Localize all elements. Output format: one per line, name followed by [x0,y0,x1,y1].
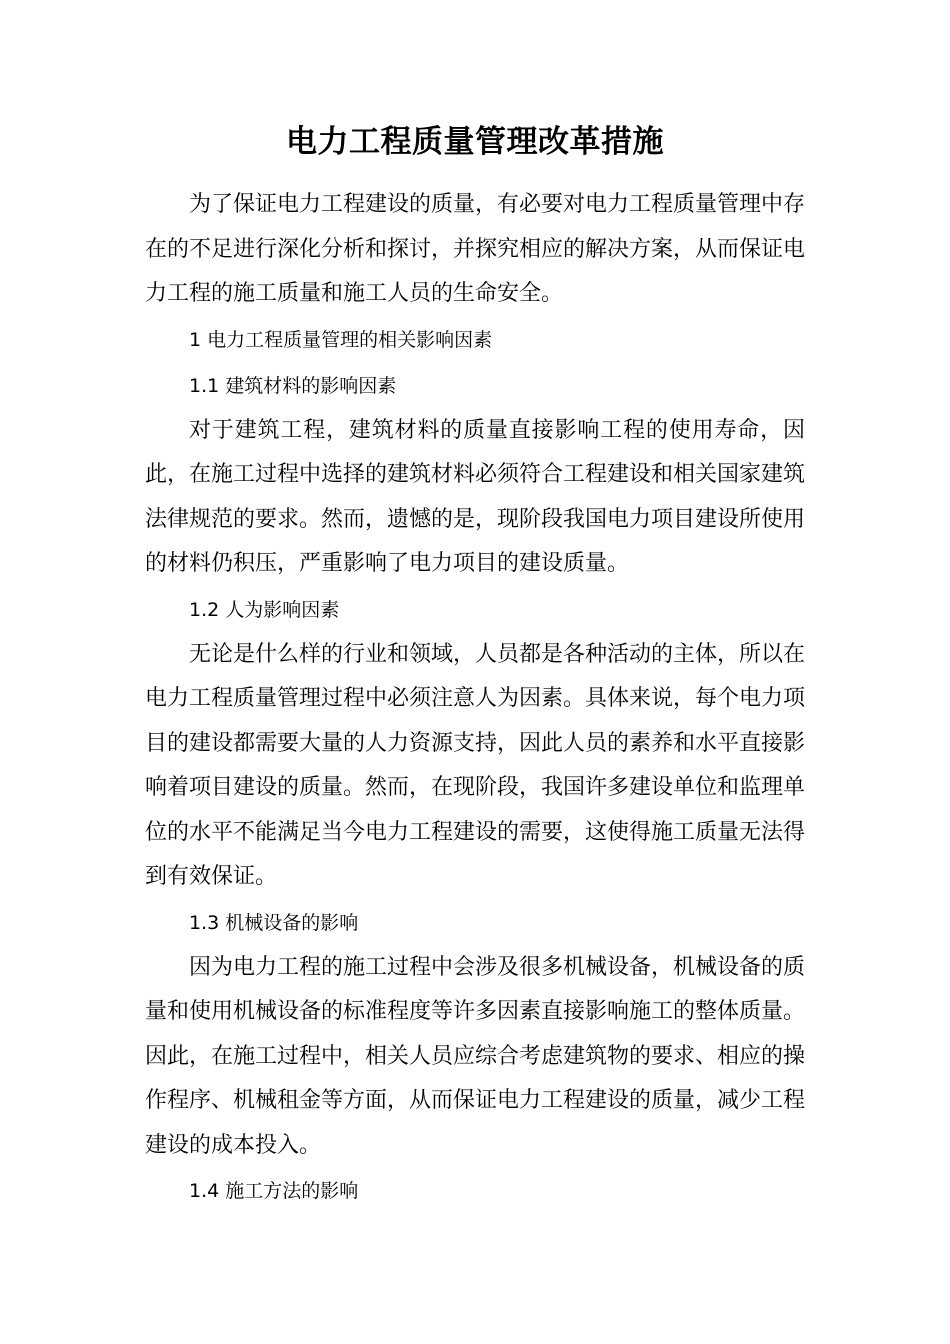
section-heading-1: 1 电力工程质量管理的相关影响因素 [189,328,493,351]
section-heading-1-1: 1.1 建筑材料的影响因素 [189,374,397,397]
section-heading-1-4: 1.4 施工方法的影响 [189,1180,359,1202]
section-heading-1-2: 1.2 人为影响因素 [189,598,340,621]
paragraph-human-factors: 无论是什么样的行业和领域，人员都是各种活动的主体，所以在电力工程质量管理过程中必须注意人为因素。具体来说，每个电力项目的建设都需要大量的人力资源支持，因此人员的素养和水平直接影响着项目建设的质量。然而，在现阶段，我国许多建设单位和监理单位的水平不能满足当今电力工程建设的需要，这使得施工质量无法得到有效保证。 [145,641,806,889]
document-body [145,183,805,1214]
document-title: 电力工程质量管理改革措施 [286,124,664,160]
paragraph-building-materials: 对于建筑工程，建筑材料的质量直接影响工程的使用寿命，因此，在施工过程中选择的建筑材料必须符合工程建设和相关国家建筑法律规范的要求。然而，遗憾的是，现阶段我国电力项目建设所使用的材料仍积压，严重影响了电力项目的建设质量。 [145,417,806,576]
paragraph-intro: 为了保证电力工程建设的质量，有必要对电力工程质量管理中存在的不足进行深化分析和探讨，并探究相应的解决方案，从而保证电力工程的施工质量和施工人员的生命安全。 [145,192,806,306]
section-heading-1-3: 1.3 机械设备的影响 [189,911,359,934]
paragraph-machinery: 因为电力工程的施工过程中会涉及很多机械设备，机械设备的质量和使用机械设备的标准程度等许多因素直接影响施工的整体质量。因此，在施工过程中，相关人员应综合考虑建筑物的要求、相应的操作程序、机械租金等方面，从而保证电力工程建设的质量，减少工程建设的成本投入。 [145,954,806,1158]
